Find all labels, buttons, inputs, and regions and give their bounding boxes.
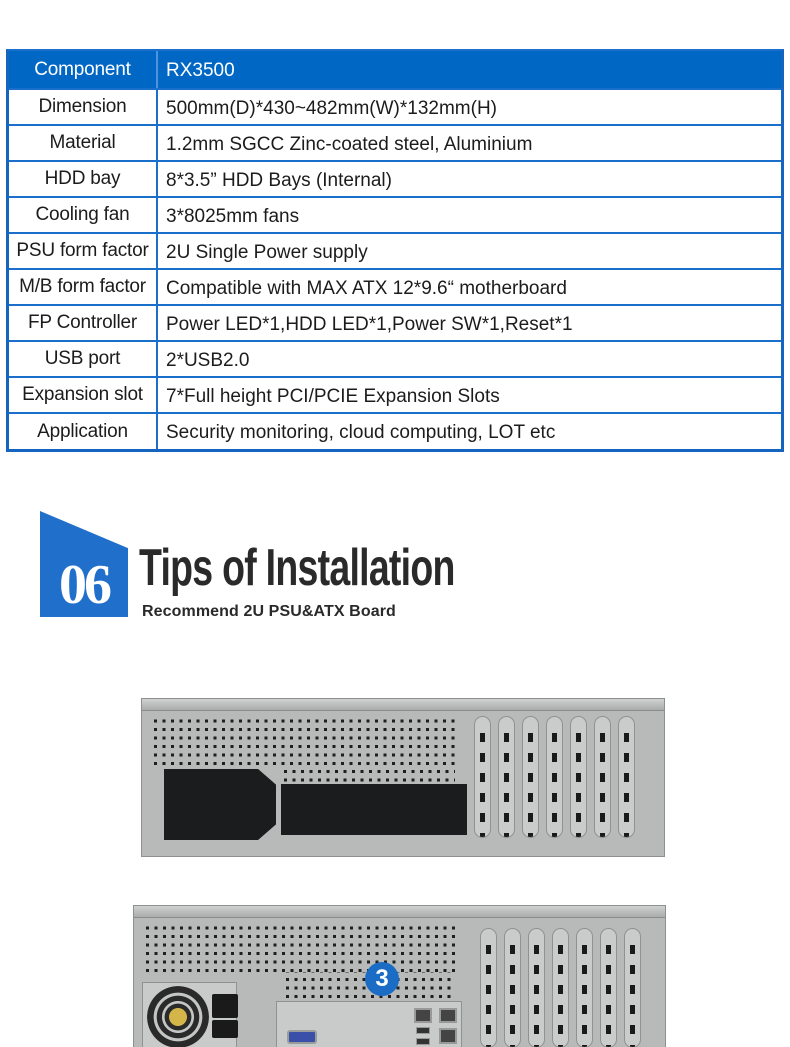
expansion-slot xyxy=(576,928,593,1047)
io-opening xyxy=(281,784,467,835)
usb-port xyxy=(416,1038,430,1045)
chassis-empty-image xyxy=(141,698,665,857)
step-marker: 3 xyxy=(365,962,399,996)
vent-grille xyxy=(154,714,455,765)
row-key: Dimension xyxy=(9,90,158,124)
expansion-slot xyxy=(474,716,491,838)
table-row xyxy=(9,378,781,414)
row-value: Power LED*1,HDD LED*1,Power SW*1,Reset*1 xyxy=(166,313,573,335)
expansion-slot xyxy=(504,928,521,1047)
row-key: Cooling fan xyxy=(9,198,158,232)
row-value: 7*Full height PCI/PCIE Expansion Slots xyxy=(166,385,500,407)
table-row xyxy=(9,198,781,234)
row-value: Security monitoring, cloud computing, LOT etc xyxy=(166,422,556,443)
expansion-slot xyxy=(498,716,515,838)
expansion-slot xyxy=(552,928,569,1047)
row-value: 2*USB2.0 xyxy=(166,349,250,371)
header-component-label: Component xyxy=(9,51,158,88)
spec-table xyxy=(6,49,784,452)
expansion-slot xyxy=(480,928,497,1047)
section-subtitle: Recommend 2U PSU&ATX Board xyxy=(142,603,396,620)
table-row xyxy=(9,90,781,126)
expansion-slots xyxy=(474,716,635,838)
row-key: M/B form factor xyxy=(9,270,158,304)
power-socket xyxy=(212,994,238,1018)
table-row xyxy=(9,306,781,342)
chassis-top-lip xyxy=(142,699,664,711)
table-row xyxy=(9,342,781,378)
lan-port xyxy=(439,1008,457,1023)
expansion-slots xyxy=(480,928,641,1047)
table-row xyxy=(9,126,781,162)
vga-port xyxy=(287,1030,317,1044)
lan-port xyxy=(414,1008,432,1023)
row-value: 8*3.5” HDD Bays (Internal) xyxy=(166,169,392,191)
vent-grille xyxy=(146,924,456,972)
power-switch xyxy=(212,1020,238,1038)
row-key: Expansion slot xyxy=(9,378,158,412)
row-value: 1.2mm SGCC Zinc-coated steel, Aluminium xyxy=(166,133,533,155)
row-value: Compatible with MAX ATX 12*9.6“ motherboard xyxy=(166,277,567,299)
lan-port xyxy=(439,1028,457,1044)
row-key: USB port xyxy=(9,342,158,376)
spec-table-header xyxy=(9,51,781,90)
row-value: 500mm(D)*430~482mm(W)*132mm(H) xyxy=(166,97,497,119)
expansion-slot xyxy=(624,928,641,1047)
row-key: Material xyxy=(9,126,158,160)
expansion-slot xyxy=(600,928,617,1047)
chassis-top-lip xyxy=(134,906,665,918)
section-title: Tips of Installation xyxy=(139,539,455,597)
row-key: PSU form factor xyxy=(9,234,158,268)
chassis-installed-image xyxy=(133,905,666,1047)
expansion-slot xyxy=(618,716,635,838)
row-value: 3*8025mm fans xyxy=(166,205,300,227)
psu-opening xyxy=(164,769,276,840)
row-key: HDD bay xyxy=(9,162,158,196)
table-row xyxy=(9,414,781,449)
row-key: FP Controller xyxy=(9,306,158,340)
table-row xyxy=(9,270,781,306)
expansion-slot xyxy=(546,716,563,838)
expansion-slot xyxy=(594,716,611,838)
expansion-slot xyxy=(528,928,545,1047)
section-number: 06 xyxy=(59,553,109,616)
expansion-slot xyxy=(570,716,587,838)
row-key: Application xyxy=(9,414,158,449)
usb-port xyxy=(416,1027,430,1034)
expansion-slot xyxy=(522,716,539,838)
row-value: 2U Single Power supply xyxy=(166,241,368,263)
psu-fan-icon xyxy=(147,986,209,1047)
table-row xyxy=(9,162,781,198)
table-row xyxy=(9,234,781,270)
header-model-value: RX3500 xyxy=(166,60,235,81)
